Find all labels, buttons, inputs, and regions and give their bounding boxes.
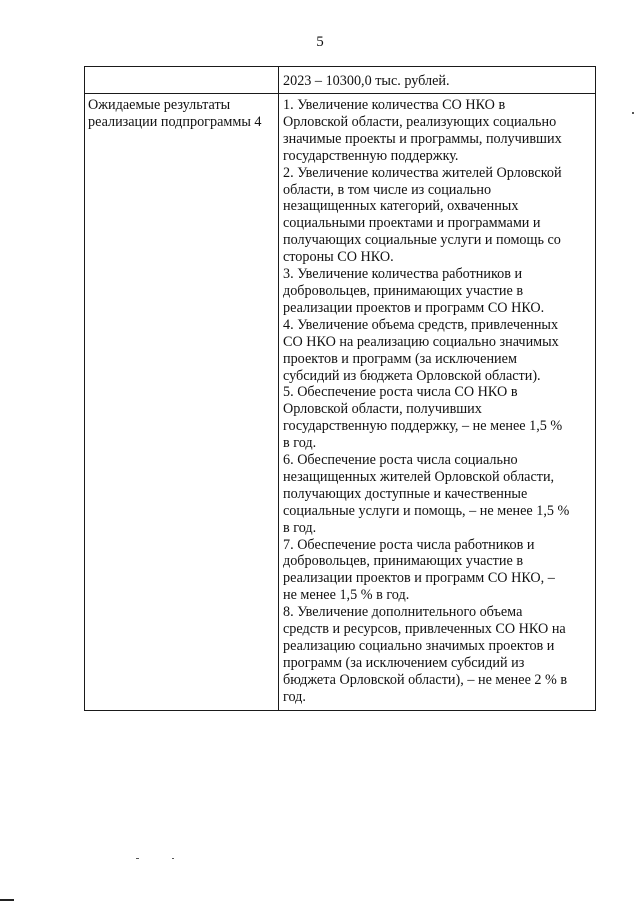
scan-speck bbox=[172, 858, 174, 859]
result-line: государственную поддержку, – не менее 1,5 % bbox=[283, 418, 563, 435]
result-line: получающих социальные услуги и помощь со bbox=[283, 232, 561, 249]
scan-speck bbox=[632, 112, 634, 114]
result-line: социальными проектами и программами и bbox=[283, 215, 541, 232]
result-line: незащищенных категорий, охваченных bbox=[283, 198, 519, 215]
result-line: 3. Увеличение количества работников и bbox=[283, 266, 523, 283]
table-row-budget bbox=[85, 67, 596, 94]
result-line: добровольцев, принимающих участие в bbox=[283, 553, 524, 570]
page-number: 5 bbox=[316, 34, 324, 50]
budget-label-cell bbox=[85, 67, 279, 94]
result-line: 6. Обеспечение роста числа социально bbox=[283, 452, 518, 469]
result-line: области, в том числе из социально bbox=[283, 181, 492, 198]
results-label-cell bbox=[85, 94, 279, 711]
scan-speck bbox=[136, 858, 139, 859]
result-line: не менее 1,5 % в год. bbox=[283, 587, 410, 604]
result-line: средств и ресурсов, привлеченных СО НКО на bbox=[283, 621, 566, 638]
result-line: бюджета Орловской области), – не менее 2 % в bbox=[283, 671, 568, 688]
result-line: в год. bbox=[283, 519, 317, 536]
result-line: программ (за исключением субсидий из bbox=[283, 654, 525, 671]
result-line: СО НКО на реализацию социально значимых bbox=[283, 333, 559, 350]
result-line: субсидий из бюджета Орловской области). bbox=[283, 367, 541, 384]
result-line: реализацию социально значимых проектов и bbox=[283, 638, 555, 654]
scan-edge-mark bbox=[0, 899, 14, 901]
result-line: год. bbox=[283, 688, 306, 705]
results-content-cell bbox=[279, 94, 596, 711]
result-line: 7. Обеспечение роста числа работников и bbox=[283, 536, 535, 553]
result-line: 8. Увеличение дополнительного объема bbox=[283, 604, 523, 621]
result-line: Орловской области, реализующих социально bbox=[283, 113, 557, 130]
result-line: реализации проектов и программ СО НКО, – bbox=[283, 570, 555, 587]
result-line: незащищенных жителей Орловской области, bbox=[283, 468, 555, 485]
result-line: значимые проекты и программы, получивших bbox=[283, 130, 562, 147]
results-label-line: Ожидаемые результаты bbox=[88, 97, 231, 113]
result-line: социальные услуги и помощь, – не менее 1,5 % bbox=[283, 502, 570, 519]
subprogram-table bbox=[84, 66, 596, 711]
result-line: добровольцев, принимающих участие в bbox=[283, 282, 524, 299]
result-line: реализации проектов и программ СО НКО. bbox=[283, 299, 545, 316]
result-line: проектов и программ (за исключением bbox=[283, 350, 517, 367]
result-line: 5. Обеспечение роста числа СО НКО в bbox=[283, 384, 518, 401]
result-line: Орловской области, получивших bbox=[283, 401, 482, 418]
result-line: в год. bbox=[283, 435, 317, 452]
result-line: 4. Увеличение объема средств, привлеченных bbox=[283, 316, 559, 333]
result-line: государственную поддержку. bbox=[283, 147, 459, 164]
result-line: получающих доступные и качественные bbox=[283, 485, 528, 502]
result-line: стороны СО НКО. bbox=[283, 249, 394, 266]
result-line: 1. Увеличение количества СО НКО в bbox=[283, 97, 506, 113]
table-row-expected-results bbox=[85, 94, 596, 711]
result-line: 2. Увеличение количества жителей Орловской bbox=[283, 164, 562, 181]
results-label-line: реализации подпрограммы 4 bbox=[88, 113, 262, 130]
budget-value-cell: 2023 – 10300,0 тыс. рублей. bbox=[279, 67, 596, 94]
